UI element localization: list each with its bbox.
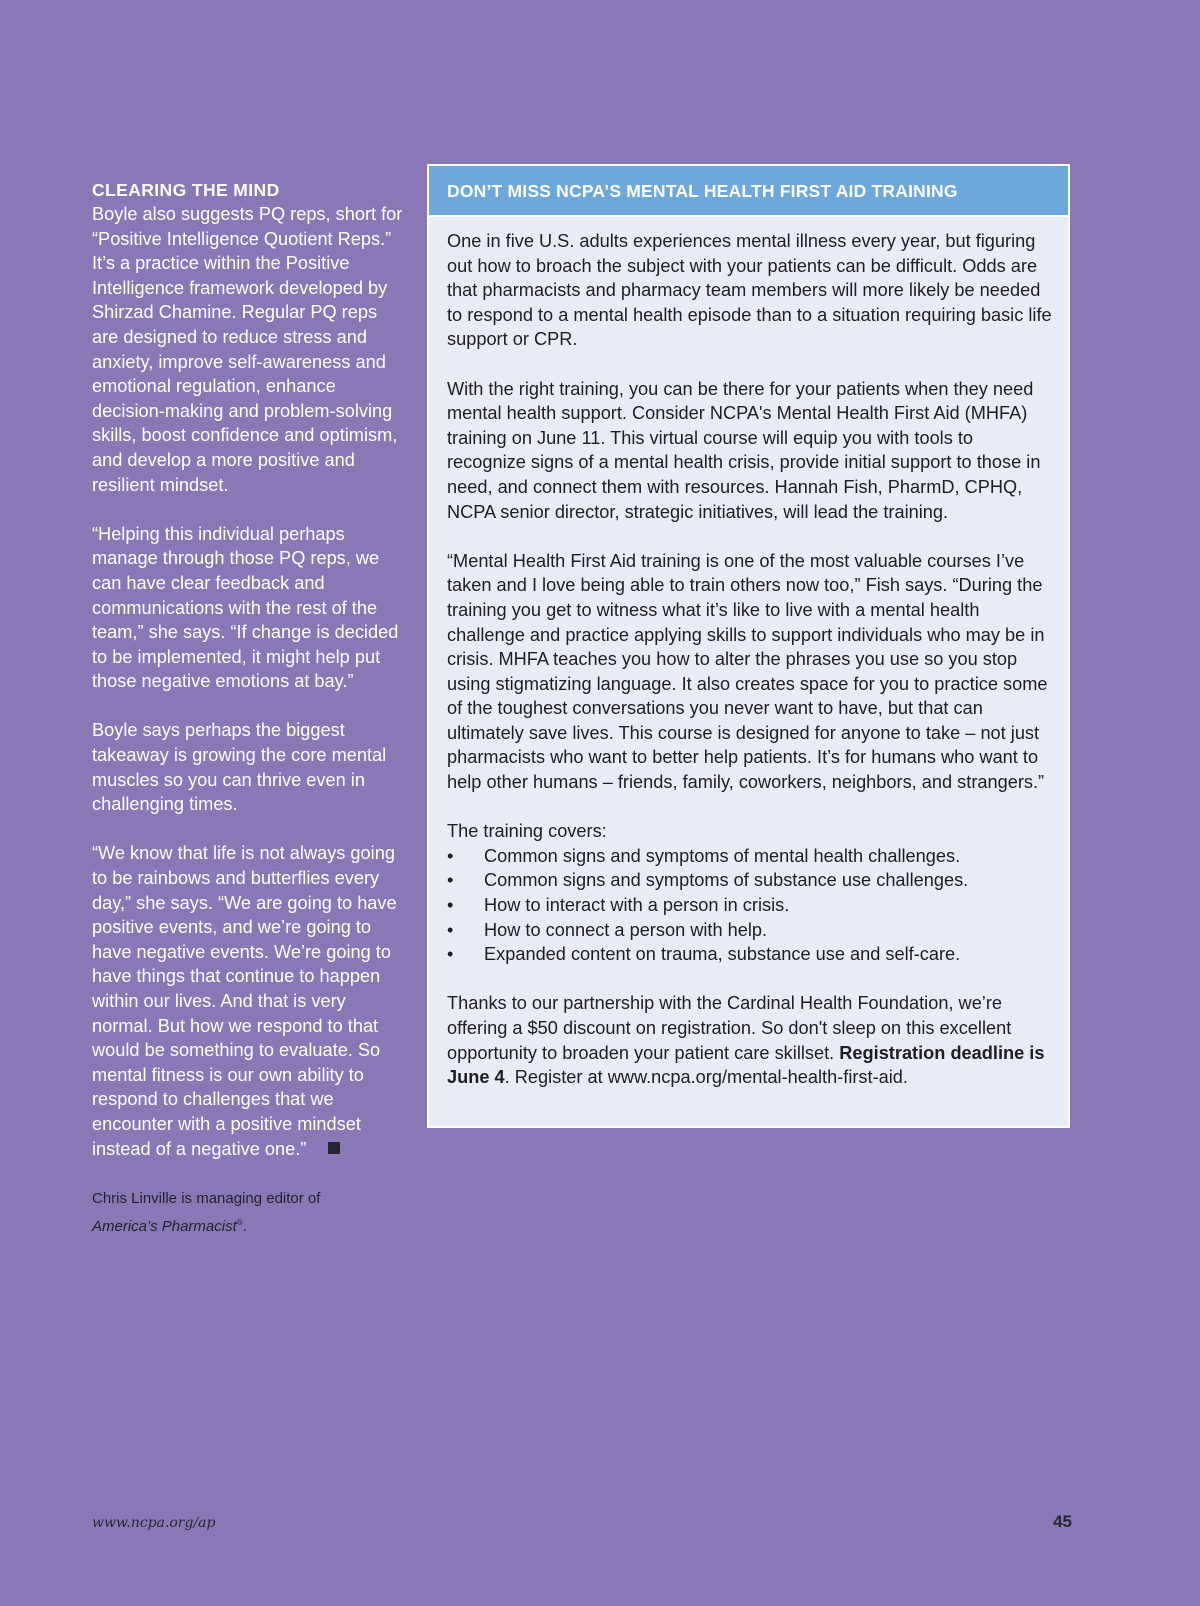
article-paragraph: Boyle says perhaps the biggest takeaway is growing the core mental muscles so you can thrive even in challenging times.	[92, 720, 387, 815]
registered-mark: ®	[236, 1218, 243, 1228]
training-topics-list	[447, 844, 1054, 967]
list-intro: The training covers:	[447, 821, 607, 842]
article-paragraph: “Helping this individual perhaps manage through those PQ reps, we can have clear feedback and communications with the rest of the team,” she says. “If change is decided to be implemented, it might help put those negative emotions at bay.”	[92, 523, 399, 692]
sidebar-paragraph: “Mental Health First Aid training is one of the most valuable courses I’ve taken and I love being able to train others now too,” Fish says. “During the training you get to witness what it’s like to live with a mental health challenge and practice applying skills to support individuals who may be in crisis. MHFA teaches you how to alter the phrases you use so you stop using stigmatizing language. It also creates space for you to practice some of the toughest conversations you never want to have, but that can ultimately save lives. This course is designed for anyone to take – not just pharmacists who want to better help patients. It’s for humans who want to help other humans – friends, family, coworkers, neighbors, and strangers.”	[447, 550, 1048, 793]
list-item: • How to interact with a person in crisis.	[447, 893, 1054, 918]
sidebar-paragraph: With the right training, you can be there for your patients when they need mental health support. Consider NCPA's Mental Health First Aid (MHFA) training on June 11. This virtual course will equip you with tools to recognize signs of a mental health crisis, provide initial support to those in need, and connect them with resources. Hannah Fish, PharmD, CPHQ, NCPA senior director, strategic initiatives, will lead the training.	[447, 378, 1041, 522]
closing-end: . Register at www.ncpa.org/mental-health-first-aid.	[504, 1067, 908, 1088]
closing-text: Thanks to our partnership with the Cardinal Health Foundation, we’re offering a $50 discount on registration. So don't sleep on this excellent opportunity to broaden your patient care skillset.	[447, 993, 1012, 1063]
footer-url: www.ncpa.org/ap	[92, 1515, 216, 1531]
article-column	[92, 178, 407, 1239]
training-sidebar	[427, 164, 1070, 1128]
sidebar-paragraph: One in five U.S. adults experiences mental illness every year, but figuring out how to broach the subject with your patients can be difficult. Odds are that pharmacists and pharmacy team members will more likely be needed to respond to a mental health episode than to a situation requiring basic life support or CPR.	[447, 231, 1052, 350]
closing-paragraph	[447, 991, 1054, 1089]
article-paragraph-final	[92, 841, 407, 1161]
article-paragraph-text: “We know that life is not always going to be rainbows and butterflies every day,” she says. “We are going to have positive events, and we’re going to have negative events. We’re going to have things that continue to happen within our lives. And that is very normal. But how we respond to that would be something to evaluate. So mental fitness is our own ability to respond to challenges that we encounter with a positive mindset instead of a negative one.”	[92, 843, 397, 1159]
list-item: • Common signs and symptoms of substance use challenges.	[447, 868, 1054, 893]
byline-end: .	[242, 1218, 247, 1236]
article-paragraph: Boyle also suggests PQ reps, short for “Positive Intelligence Quotient Reps.” It’s a practice within the Positive Intelligence framework developed by Shirzad Chamine. Regular PQ reps are designed to reduce stress and anxiety, improve self-awareness and emotional regulation, enhance decision-making and problem-solving skills, boost confidence and optimism, and develop a more positive and resilient mindset.	[92, 204, 403, 495]
end-mark-icon	[328, 1142, 340, 1154]
sidebar-title: DON’T MISS NCPA’S MENTAL HEALTH FIRST AID TRAINING	[429, 166, 1068, 217]
list-item: • How to connect a person with help.	[447, 918, 1054, 943]
list-item: • Common signs and symptoms of mental health challenges.	[447, 844, 1054, 869]
registration-deadline: Registration deadline is June 4	[447, 1042, 1045, 1088]
sidebar-body	[429, 217, 1068, 1090]
byline-text: Chris Linville is managing editor of	[92, 1190, 321, 1208]
page-number: 45	[1053, 1512, 1072, 1531]
author-byline	[92, 1187, 407, 1239]
section-heading: CLEARING THE MIND	[92, 180, 280, 200]
byline-publication: America’s Pharmacist	[92, 1218, 237, 1236]
list-item: • Expanded content on trauma, substance use and self-care.	[447, 942, 1054, 967]
